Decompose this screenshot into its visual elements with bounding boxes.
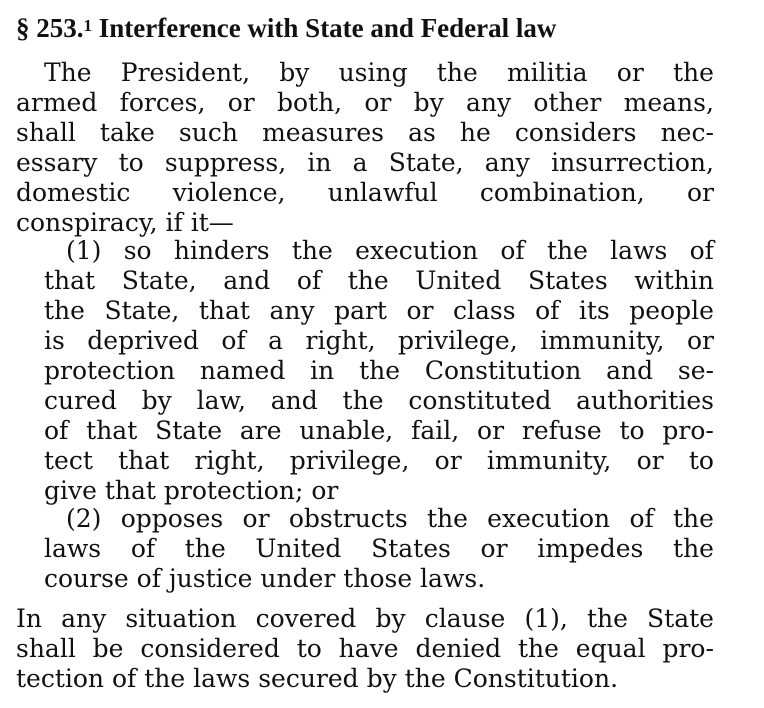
text-line: conspiracy, if it— [16, 208, 234, 237]
clause-2 [44, 504, 714, 594]
text-line: The President, by using the militia or the [44, 58, 714, 87]
text-line: essary to suppress, in a State, any insurrection, [16, 148, 714, 177]
text-line: (1) so hinders the execution of the laws of [66, 236, 714, 265]
text-line: laws of the United States or impedes the [44, 534, 714, 563]
section-heading [16, 10, 556, 46]
text-line: give that protection; or [44, 476, 339, 505]
text-line: (2) opposes or obstructs the execution of the [66, 504, 714, 533]
text-line: is deprived of a right, privilege, immunity, or [44, 326, 714, 355]
text-line: the State, that any part or class of its people [44, 296, 714, 325]
section-number: § 253. [16, 13, 84, 43]
text-line: tect that right, privilege, or immunity, or to [44, 446, 714, 475]
intro-paragraph [16, 58, 714, 238]
text-line: armed forces, or both, or by any other means, [16, 88, 714, 117]
text-line: cured by law, and the constituted authorities [44, 386, 714, 415]
text-line: domestic violence, unlawful combination, or [16, 178, 714, 207]
text-line: course of justice under those laws. [44, 564, 486, 593]
closing-paragraph [16, 604, 714, 694]
text-line: of that State are unable, fail, or refuse to pro- [44, 416, 714, 445]
text-line: In any situation covered by clause (1), the State [16, 604, 714, 633]
text-line: that State, and of the United States within [44, 266, 714, 295]
text-line: protection named in the Constitution and se- [44, 356, 714, 385]
text-line: shall take such measures as he considers nec- [16, 118, 714, 147]
clause-1 [44, 236, 714, 506]
section-title: Interference with State and Federal law [98, 13, 557, 43]
text-line: shall be considered to have denied the equal pro- [16, 634, 714, 663]
text-line: tection of the laws secured by the Constitution. [16, 664, 619, 693]
footnote-marker: 1 [83, 16, 92, 35]
